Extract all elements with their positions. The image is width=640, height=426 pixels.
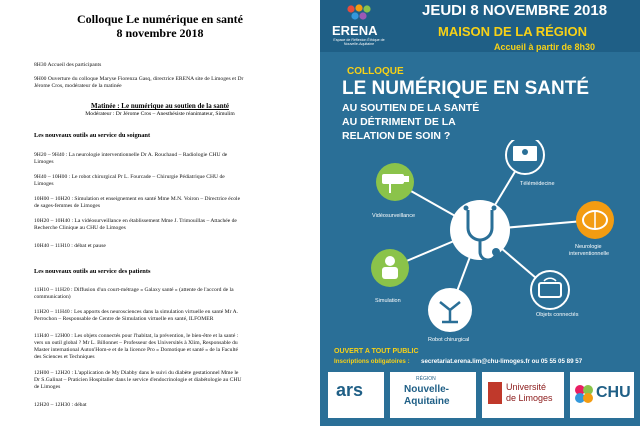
- inscriptions-contact: secretariat.erena.lim@chu-limoges.fr ou 05 55 05 89 57: [421, 358, 583, 365]
- poster-colloque: COLLOQUE: [347, 66, 404, 77]
- ars-logo: ars: [328, 372, 384, 418]
- poster-subtitle-2: AU DÉTRIMENT DE LA: [342, 116, 456, 128]
- agenda-item: Recherche Clinique au CHU de Limoges: [34, 225, 126, 231]
- document-date: 8 novembre 2018: [116, 26, 204, 40]
- section-heading: Les nouveaux outils au service du soignant: [34, 132, 151, 139]
- label-simulation: Simulation: [375, 298, 401, 304]
- agenda-item: des Sciences et Techniques: [34, 354, 95, 360]
- agenda-item: 9H20 – 9H40 : La neurologie interventionnelle Dr A. Rouchaud – Radiologie CHU de: [34, 152, 228, 158]
- poster-headline: LE NUMÉRIQUE EN SANTÉ: [342, 78, 590, 99]
- event-accueil: Accueil à partir de 8h30: [494, 42, 596, 52]
- erena-wordmark: ERENA: [332, 23, 378, 38]
- agenda-item: communication): [34, 294, 71, 300]
- connected-objects-icon: [531, 271, 569, 309]
- agenda-item: 11H40 – 12H00 : Les objets connectés pour l'habitat, la prévention, le bien-être et la santé :: [34, 333, 239, 339]
- agenda-item: 10H20 – 10H40 : La vidéosurveillance en établissement Mme J. Trimouillas – Attachée de: [34, 218, 237, 224]
- agenda-item: 10H40 – 11H10 : débat et pause: [34, 243, 106, 249]
- agenda-item: 8H30 Accueil des participants: [34, 62, 102, 68]
- label-neurologie-1: Neurologie: [575, 244, 602, 250]
- moderateur: Modérateur : Dr Jérome Cros – Anesthésiste réanimateur, Simulim: [85, 111, 235, 117]
- agenda-item: Limoges: [34, 159, 54, 165]
- label-objets: Objets connectés: [536, 312, 579, 318]
- agenda-item: Jérome Cros, modérateur de la matinée: [34, 83, 122, 89]
- agenda-item: de Limoges: [34, 384, 61, 390]
- agenda-item: Master international Auton'Hom-e et de la licence Pro « Domotique et santé » de la Faculté: [34, 347, 239, 353]
- chu-logo: CHU: [570, 372, 634, 418]
- agenda-item: 12H20 – 12H30 : débat: [34, 402, 87, 408]
- label-robot: Robot chirurgical: [428, 337, 470, 343]
- poster-subtitle-1: AU SOUTIEN DE LA SANTÉ: [342, 102, 480, 114]
- section-heading: Les nouveaux outils au service des patients: [34, 268, 151, 275]
- agenda-item: 12H00 – 12H20 : L'application de My Diabby dans le suivi du diabète gestationnel Mme le: [34, 370, 239, 376]
- erena-subtitle: Espace de Réflexion Éthique de Nouvelle-Aquitaine: [333, 38, 385, 46]
- event-date: JEUDI 8 NOVEMBRE 2018: [422, 2, 608, 19]
- ouvert-public: OUVERT A TOUT PUBLIC: [334, 348, 419, 355]
- event-poster: [320, 0, 640, 426]
- label-neurologie-2: interventionnelle: [569, 251, 610, 257]
- matinee-title: Matinée : Le numérique au soutien de la santé: [90, 102, 230, 110]
- label-telemedecine: Télémédecine: [520, 181, 555, 187]
- agenda-item: 9H40 – 10H00 : Le robot chirurgical Pr L. Fourcade – Chirurgie Pédiatrique CHU de: [34, 174, 225, 180]
- agenda-item: 9H00 Ouverture du colloque Maryse Fiorenza Gasq, directrice ERENA site de Limoges et Dr: [34, 76, 244, 82]
- poster-subtitle-3: RELATION DE SOIN ?: [342, 130, 451, 142]
- event-venue: MAISON DE LA RÉGION: [438, 24, 588, 39]
- agenda-item: Perrochon – Responsable de Centre de Simulation virtuelle en santé, ILFOMER: [34, 316, 214, 322]
- agenda-item: 11H20 – 11H40 : Les apports des neurosciences dans la simulation virtuelle en santé Mr A.: [34, 309, 239, 315]
- agenda-item: Dr S.Galinat – Praticien Hospitalier dans le service d'endocrinologie et diabétologie au CHU: [34, 377, 242, 383]
- agenda-item: de sages-femmes de Limoges: [34, 203, 101, 209]
- agenda-item: 10H00 – 10H20 : Simulation et enseignement en santé Mme M.N. Voiron – Directrice école: [34, 196, 241, 202]
- agenda-item: vers un outil global ? Mr L. Billonnet – Professeur des Universités à Xlim, Responsable du: [34, 340, 238, 346]
- universite-logo: Université de Limoges: [482, 372, 564, 418]
- erena-dots-icon: [346, 4, 372, 22]
- universite-mark-icon: [488, 382, 502, 404]
- document-title: Colloque Le numérique en santé: [76, 12, 243, 26]
- agenda-item: 11H10 – 11H20 : Diffusion d'un court-métrage « Galaxy santé » (attente de l'accord de la: [34, 287, 234, 293]
- hub-diagram: [320, 140, 640, 340]
- label-videosurveillance: Vidéosurveillance: [372, 213, 416, 219]
- chu-mark-icon: [574, 384, 594, 404]
- erena-logo: [326, 4, 392, 48]
- region-logo: RÉGION Nouvelle- Aquitaine: [390, 372, 476, 418]
- inscriptions-label: Inscriptions obligatoires :: [334, 358, 410, 365]
- agenda-item: Limoges: [34, 181, 54, 187]
